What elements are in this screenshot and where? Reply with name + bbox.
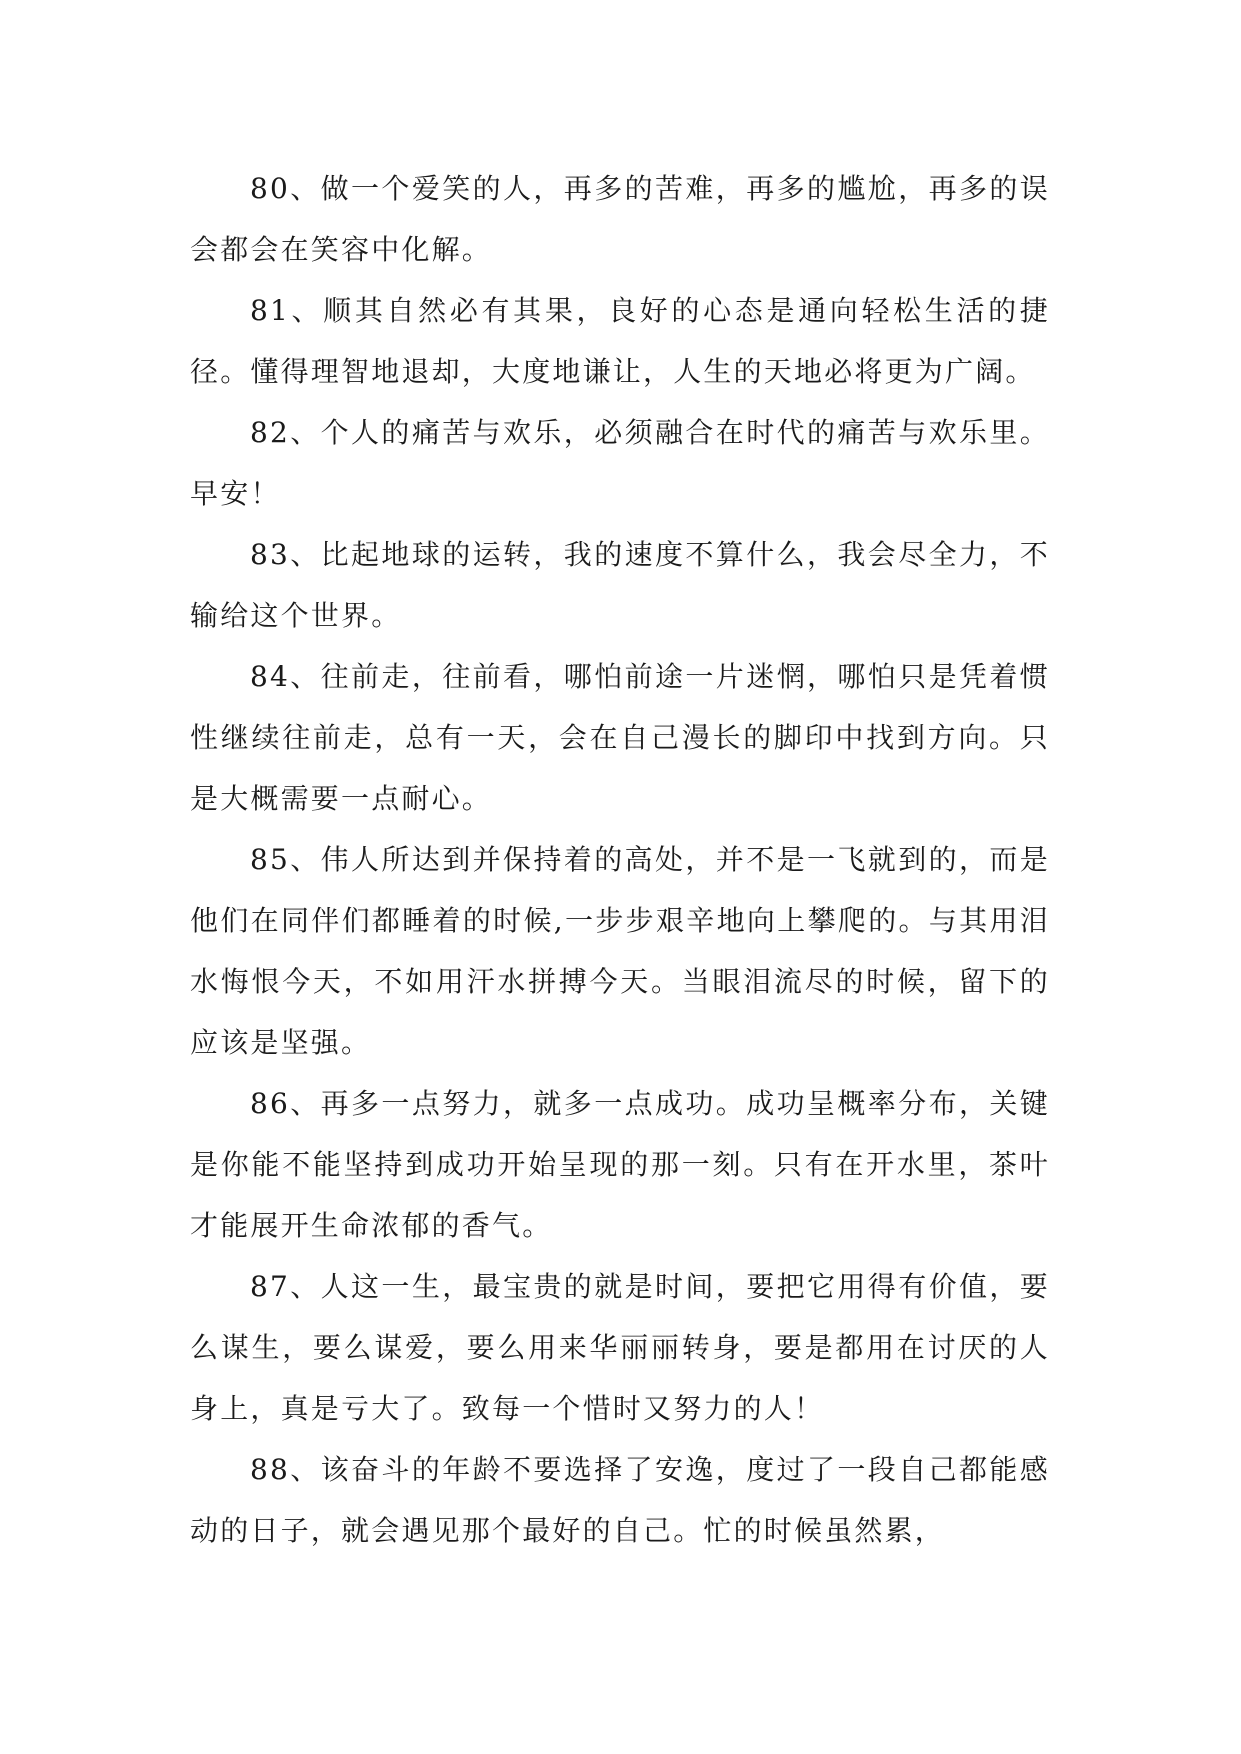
- paragraph-85: 85、伟人所达到并保持着的高处，并不是一飞就到的，而是他们在同伴们都睡着的时候,一步步艰辛地向上攀爬的。与其用泪水悔恨今天，不如用汗水拼搏今天。当眼泪流尽的时候，留下的应该是坚强。: [190, 843, 1050, 1059]
- paragraph-84: 84、往前走，往前看，哪怕前途一片迷惘，哪怕只是凭着惯性继续往前走，总有一天，会在自己漫长的脚印中找到方向。只是大概需要一点耐心。: [190, 660, 1050, 815]
- paragraph-82: 82、个人的痛苦与欢乐，必须融合在时代的痛苦与欢乐里。早安！: [190, 416, 1050, 510]
- paragraph-83: 83、比起地球的运转，我的速度不算什么，我会尽全力，不输给这个世界。: [190, 538, 1050, 632]
- paragraph-80: 80、做一个爱笑的人，再多的苦难，再多的尴尬，再多的误会都会在笑容中化解。: [190, 172, 1050, 266]
- paragraph-86: 86、再多一点努力，就多一点成功。成功呈概率分布，关键是你能不能坚持到成功开始呈现的那一刻。只有在开水里，茶叶才能展开生命浓郁的香气。: [190, 1087, 1050, 1242]
- paragraph-88: 88、该奋斗的年龄不要选择了安逸，度过了一段自己都能感动的日子，就会遇见那个最好的自己。忙的时候虽然累，: [190, 1453, 1050, 1547]
- paragraph-81: 81、顺其自然必有其果，良好的心态是通向轻松生活的捷径。懂得理智地退却，大度地谦让，人生的天地必将更为广阔。: [190, 294, 1050, 388]
- document-body: [190, 158, 1050, 1561]
- paragraph-87: 87、人这一生，最宝贵的就是时间，要把它用得有价值，要么谋生，要么谋爱，要么用来华丽丽转身，要是都用在讨厌的人身上，真是亏大了。致每一个惜时又努力的人！: [190, 1270, 1050, 1425]
